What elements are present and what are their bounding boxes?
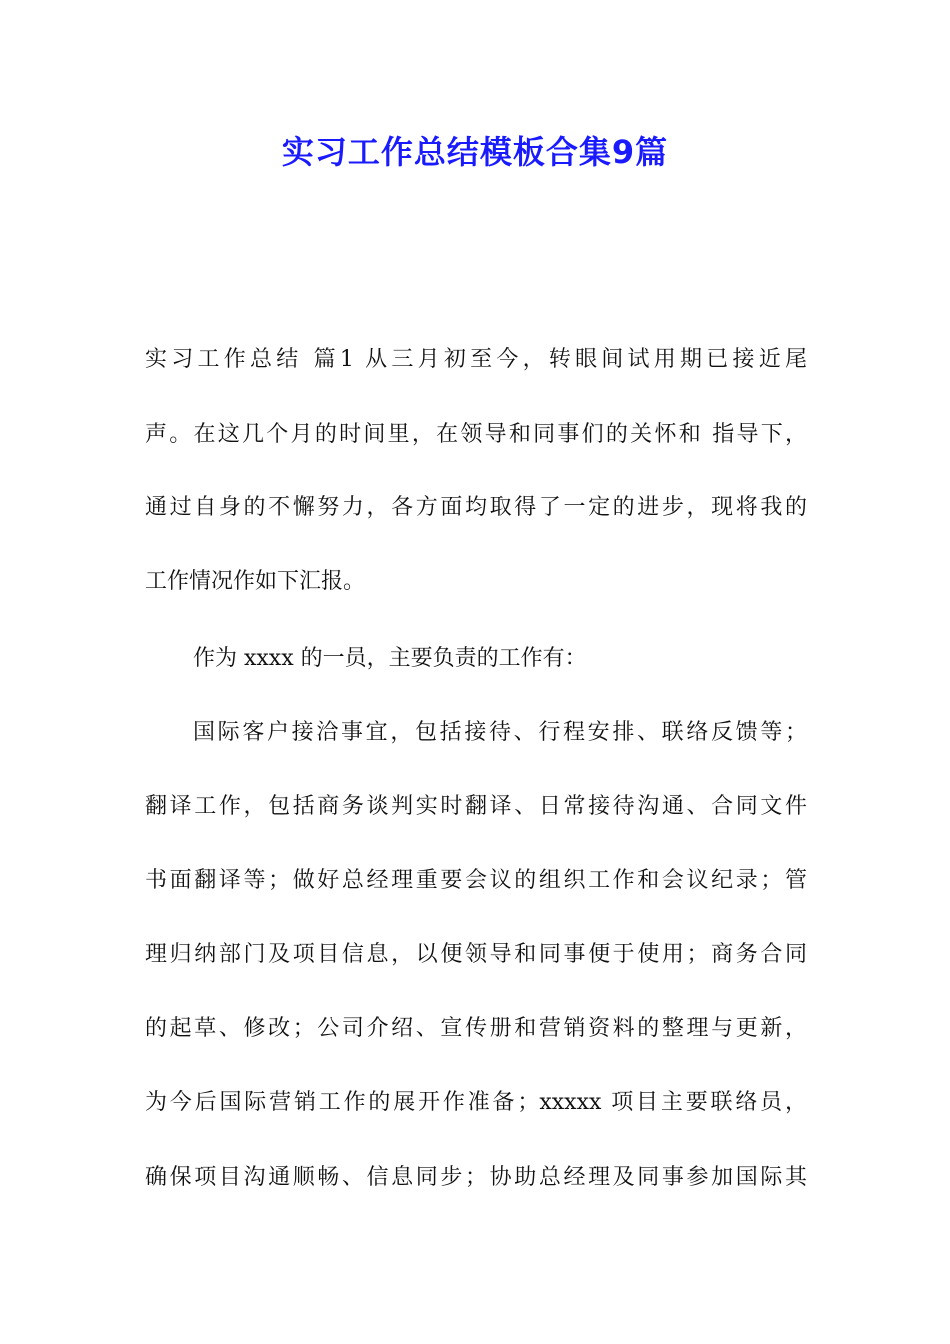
body-line-12: 确保项目沟通顺畅、信息同步；协助总经理及同事参加国际其 — [145, 1165, 807, 1190]
body-line-3: 通过自身的不懈努力，各方面均取得了一定的进步，现将我的 — [145, 495, 807, 520]
body-line-7: 翻译工作，包括商务谈判实时翻译、日常接待沟通、合同文件 — [145, 794, 807, 819]
body-line-4: 工作情况作如下汇报。 — [145, 569, 366, 594]
body-line-9: 理归纳部门及项目信息，以便领导和同事便于使用；商务合同 — [145, 942, 807, 967]
body-line-8: 书面翻译等；做好总经理重要会议的组织工作和会议纪录；管 — [145, 868, 807, 893]
document-title: 实习工作总结模板合集9篇 — [281, 133, 669, 171]
body-line-1: 实习工作总结 篇1 从三月初至今，转眼间试用期已接近尾 — [145, 347, 807, 372]
body-line-6: 国际客户接洽事宜，包括接待、行程安排、联络反馈等； — [193, 720, 807, 745]
body-line-5: 作为 xxxx 的一员，主要负责的工作有： — [193, 646, 587, 671]
body-line-10: 的起草、修改；公司介绍、宣传册和营销资料的整理与更新， — [145, 1016, 807, 1041]
body-line-2: 声。在这几个月的时间里，在领导和同事们的关怀和 指导下， — [145, 422, 807, 447]
body-line-11: 为今后国际营销工作的展开作准备；xxxxx 项目主要联络员， — [145, 1090, 807, 1115]
